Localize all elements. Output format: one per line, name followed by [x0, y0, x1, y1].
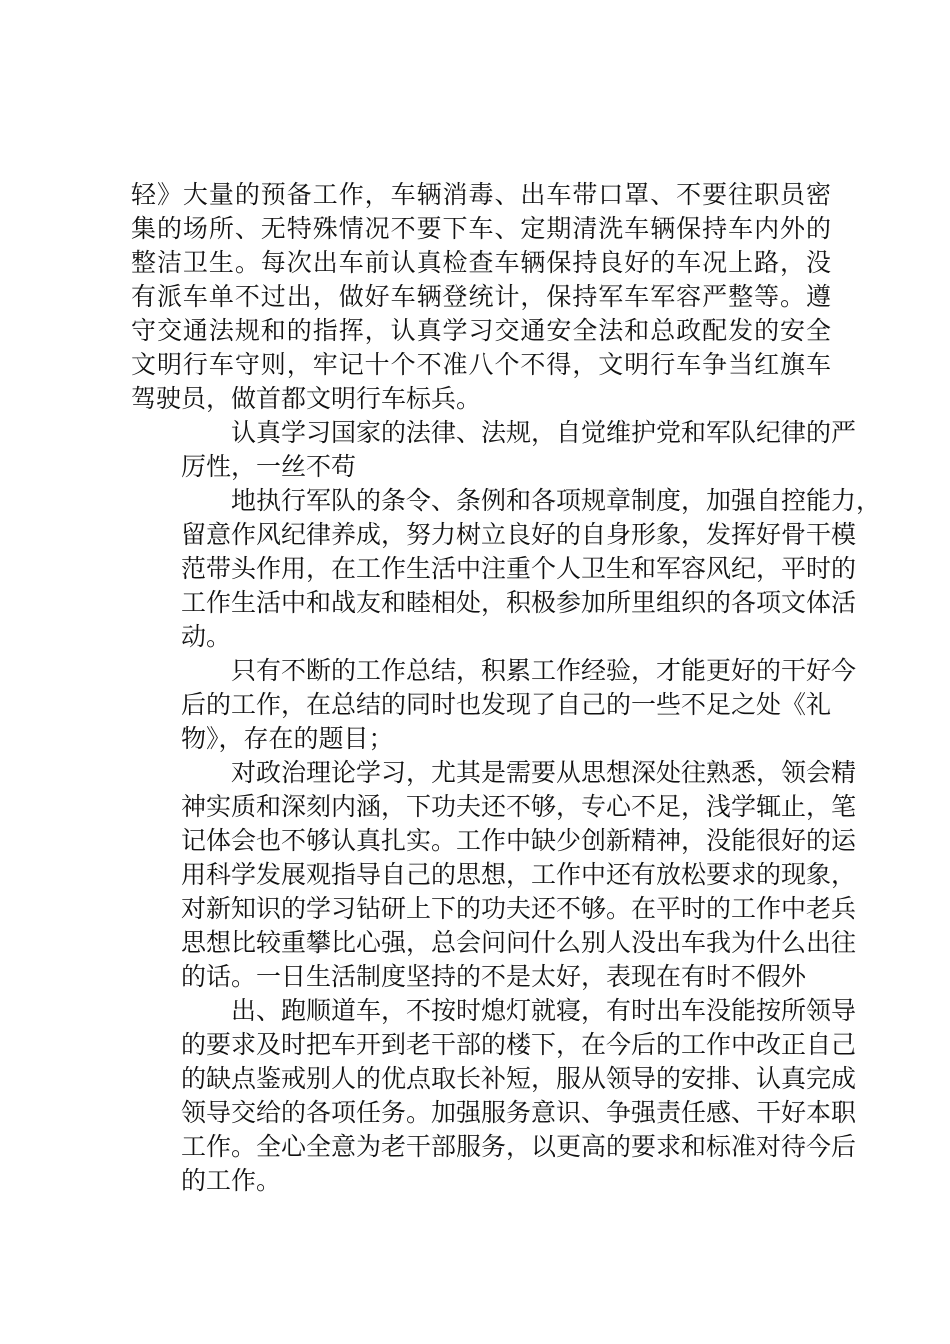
text-line: 工作。全心全意为老干部服务，以更高的要求和标准对待今后	[181, 1132, 857, 1161]
text-line: 后的工作，在总结的同时也发现了自己的一些不足之处《礼	[181, 690, 832, 719]
paragraph-p5	[131, 756, 857, 994]
text-line: 守交通法规和的指挥，认真学习交通安全法和总政配发的安全	[131, 316, 831, 345]
text-line: 文明行车守则，牢记十个不准八个不得，文明行车争当红旗车	[131, 350, 831, 379]
paragraph-p4	[131, 654, 857, 756]
text-line: 对新知识的学习钻研上下的功夫还不够。在平时的工作中老兵	[181, 894, 857, 923]
text-line: 留意作风纪律养成，努力树立良好的自身形象，发挥好骨干模	[181, 520, 857, 549]
paragraph-p1	[131, 178, 831, 416]
text-line: 轻》大量的预备工作，车辆消毒、出车带口罩、不要往职员密	[131, 180, 831, 209]
text-line: 的工作。	[181, 1166, 282, 1195]
text-line: 出、跑顺道车，不按时熄灯就寝，有时出车没能按所领导	[231, 996, 857, 1025]
text-line: 记体会也不够认真扎实。工作中缺少创新精神，没能很好的运	[181, 826, 857, 855]
text-line: 对政治理论学习，尤其是需要从思想深处往熟悉，领会精	[231, 758, 857, 787]
paragraph-p6	[131, 994, 857, 1198]
text-line: 认真学习国家的法律、法规，自觉维护党和军队纪律的严	[231, 418, 857, 447]
text-line: 整洁卫生。每次出车前认真检查车辆保持良好的车况上路，没	[131, 248, 831, 277]
text-line: 驾驶员，做首都文明行车标兵。	[131, 384, 482, 413]
text-line: 的话。一日生活制度坚持的不是太好，表现在有时不假外	[181, 962, 807, 991]
text-line: 工作生活中和战友和睦相处，积极参加所里组织的各项文体活	[181, 588, 857, 617]
paragraph-p3	[131, 484, 882, 654]
text-line: 地执行军队的条令、条例和各项规章制度，加强自控能力，	[231, 486, 882, 515]
text-line: 的缺点鉴戒别人的优点取长补短，服从领导的安排、认真完成	[181, 1064, 857, 1093]
text-line: 有派车单不过出，做好车辆登统计，保持军车军容严整等。遵	[131, 282, 831, 311]
text-line: 用科学发展观指导自己的思想，工作中还有放松要求的现象，	[181, 860, 857, 889]
text-line: 厉性，一丝不苟	[181, 452, 357, 481]
text-line: 只有不断的工作总结，积累工作经验，才能更好的干好今	[231, 656, 857, 685]
text-line: 领导交给的各项任务。加强服务意识、争强责任感、干好本职	[181, 1098, 857, 1127]
text-line: 动。	[181, 622, 232, 651]
paragraph-p2	[131, 416, 857, 484]
text-line: 思想比较重攀比心强，总会问问什么别人没出车我为什么出往	[181, 928, 857, 957]
text-line: 物》，存在的题目；	[181, 724, 394, 753]
text-line: 集的场所、无特殊情况不要下车、定期清洗车辆保持车内外的	[131, 214, 831, 243]
text-line: 的要求及时把车开到老干部的楼下，在今后的工作中改正自己	[181, 1030, 857, 1059]
text-line: 神实质和深刻内涵，下功夫还不够，专心不足，浅学辄止，笔	[181, 792, 857, 821]
text-line: 范带头作用，在工作生活中注重个人卫生和军容风纪，平时的	[181, 554, 857, 583]
document-body	[131, 178, 882, 1198]
